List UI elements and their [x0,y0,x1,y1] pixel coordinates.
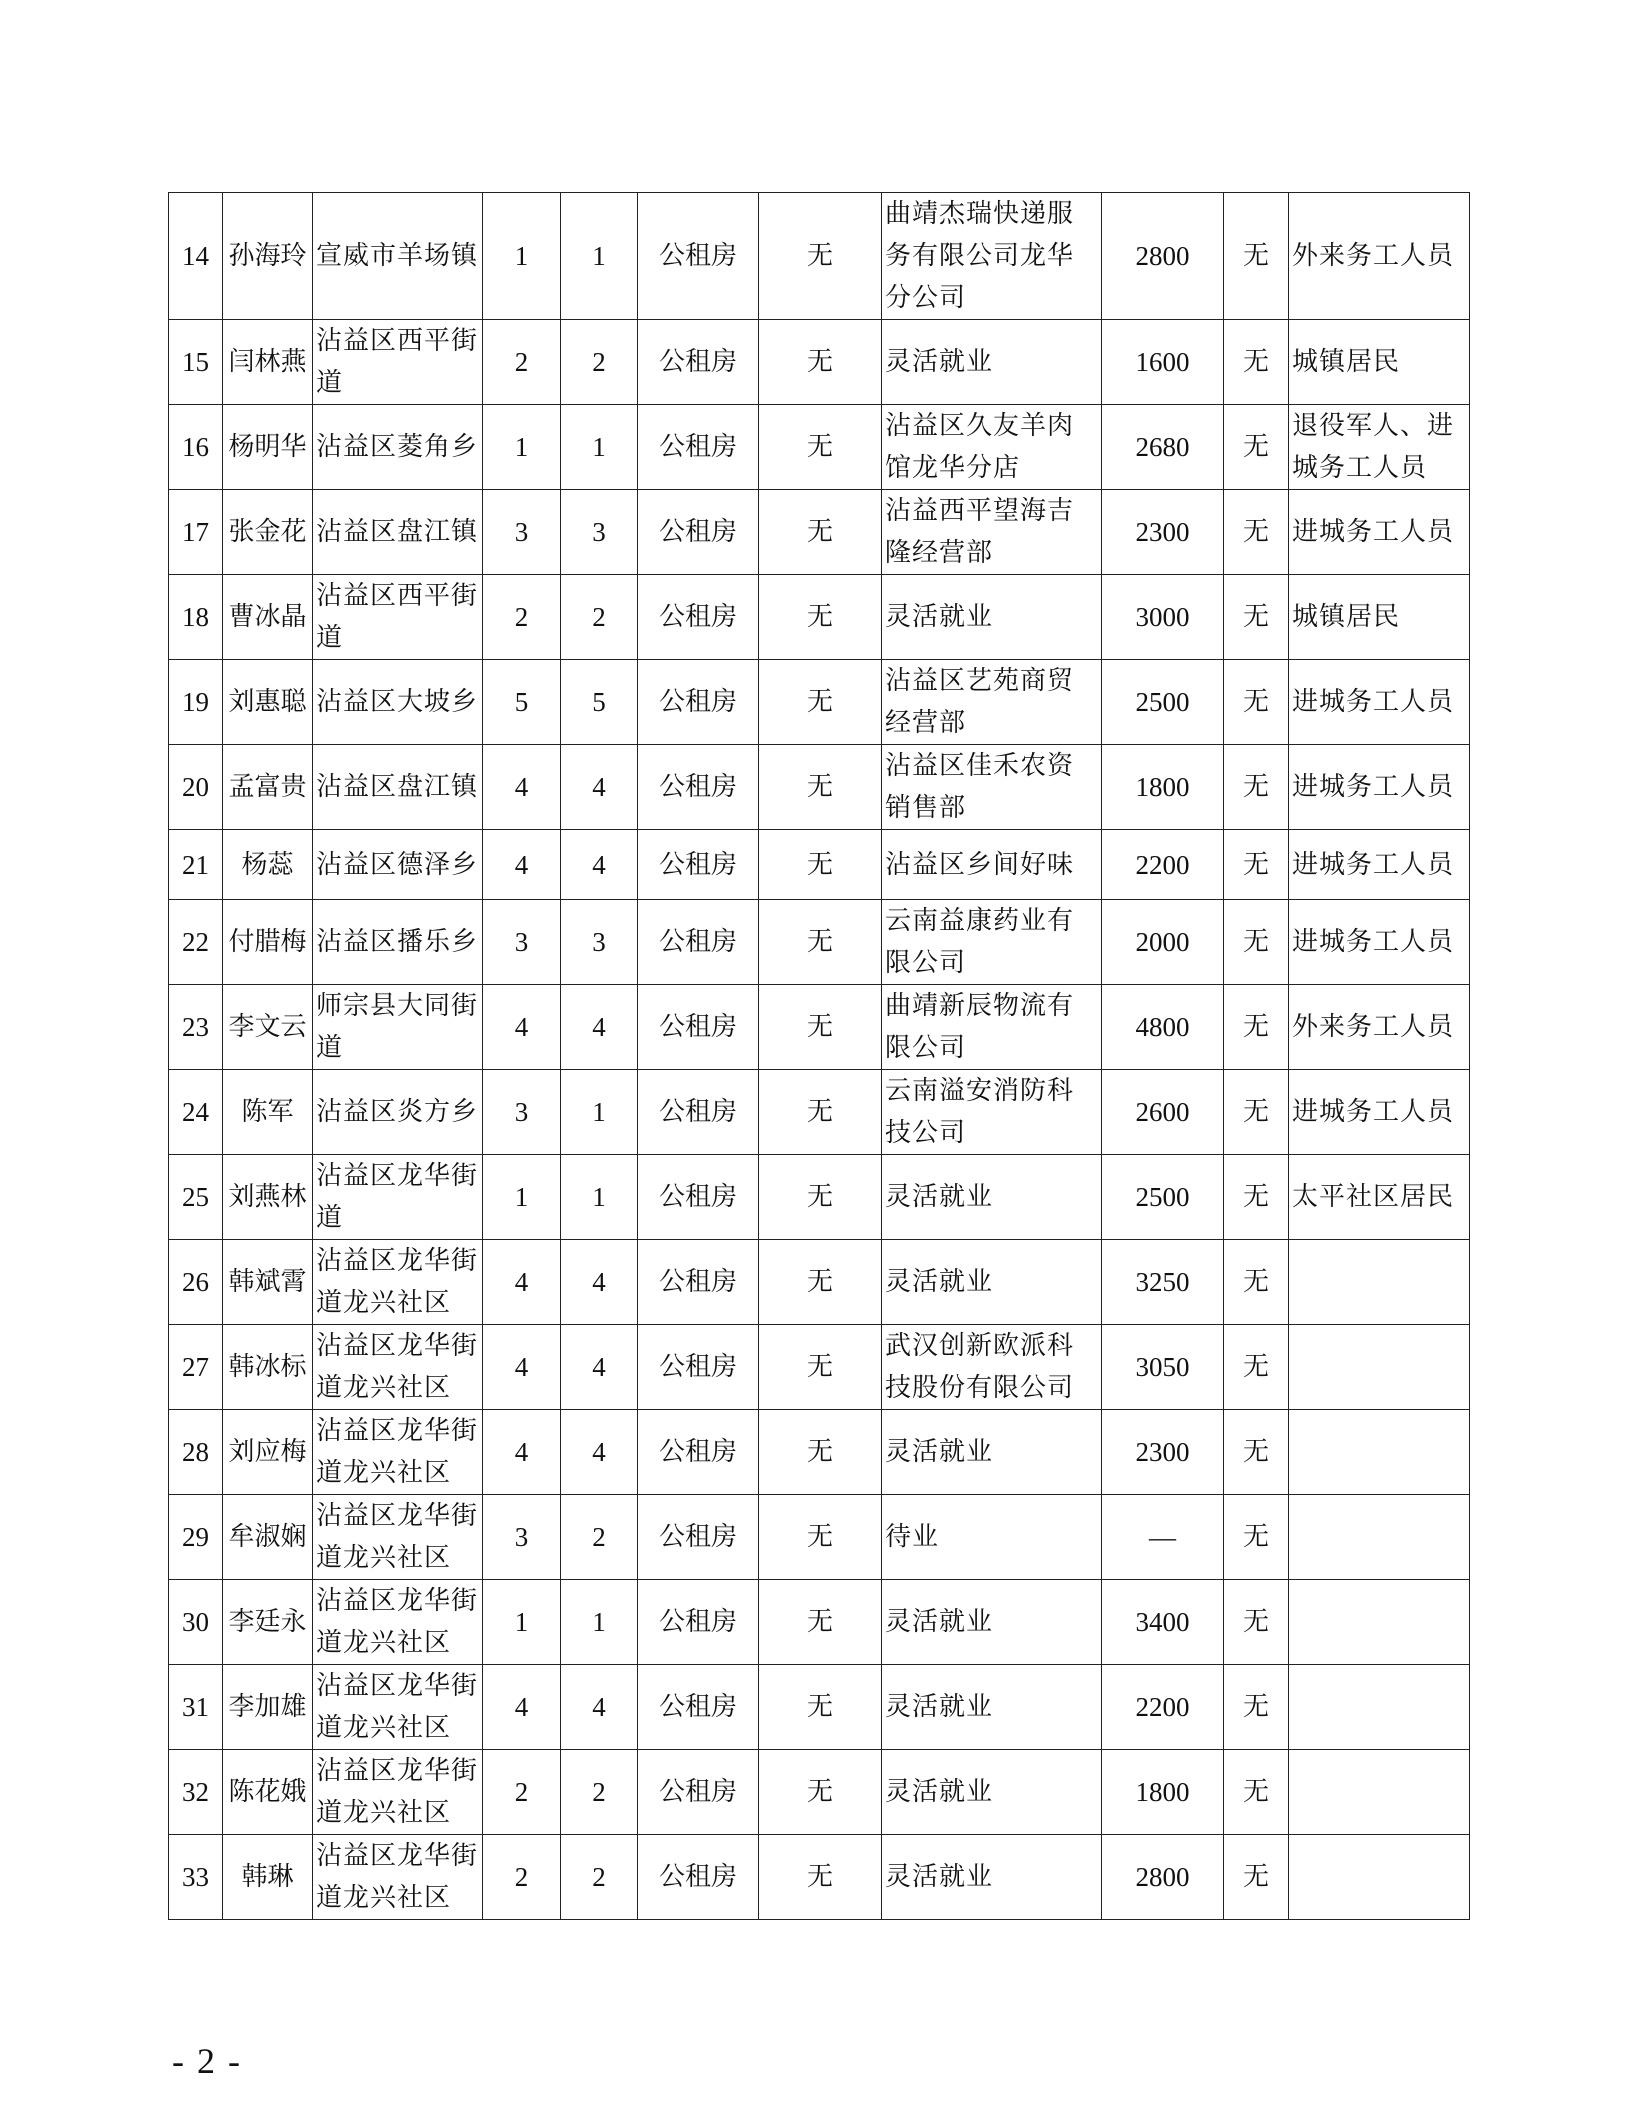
family-count-cell: 4 [561,985,638,1070]
family-count-cell: 2 [561,1835,638,1920]
category-cell [1289,1580,1470,1665]
row-number-cell: 15 [169,320,223,405]
category-cell [1289,1495,1470,1580]
housing-type-cell: 公租房 [638,1580,759,1665]
family-count-cell: 1 [561,405,638,490]
work-unit-cell: 沾益区久友羊肉馆龙华分店 [882,405,1102,490]
family-count-cell: 1 [561,193,638,320]
housing-type-cell: 公租房 [638,900,759,985]
property-cell: 无 [759,575,882,660]
category-cell: 进城务工人员 [1289,745,1470,830]
category-cell [1289,1325,1470,1410]
name-cell: 李加雄 [223,1665,313,1750]
family-count-cell: 2 [561,320,638,405]
income-cell: 2800 [1102,1835,1224,1920]
address-cell: 沾益区西平街道 [313,320,483,405]
household-size-cell: 4 [483,1665,561,1750]
address-cell: 沾益区大坡乡 [313,660,483,745]
name-cell: 杨明华 [223,405,313,490]
vehicle-cell: 无 [1224,1325,1289,1410]
work-unit-cell: 武汉创新欧派科技股份有限公司 [882,1325,1102,1410]
category-cell [1289,1665,1470,1750]
work-unit-cell: 云南溢安消防科技公司 [882,1070,1102,1155]
work-unit-cell: 沾益区佳禾农资销售部 [882,745,1102,830]
work-unit-cell: 待业 [882,1495,1102,1580]
table-row [169,193,1470,320]
family-count-cell: 2 [561,575,638,660]
name-cell: 陈军 [223,1070,313,1155]
vehicle-cell: 无 [1224,1070,1289,1155]
family-count-cell: 3 [561,490,638,575]
family-count-cell: 2 [561,1750,638,1835]
row-number-cell: 28 [169,1410,223,1495]
vehicle-cell: 无 [1224,830,1289,900]
housing-type-cell: 公租房 [638,1240,759,1325]
applicant-table [168,192,1470,1920]
income-cell: 2500 [1102,1155,1224,1240]
family-count-cell: 4 [561,1240,638,1325]
vehicle-cell: 无 [1224,405,1289,490]
vehicle-cell: 无 [1224,1240,1289,1325]
housing-type-cell: 公租房 [638,1070,759,1155]
family-count-cell: 1 [561,1070,638,1155]
category-cell: 进城务工人员 [1289,660,1470,745]
household-size-cell: 5 [483,660,561,745]
income-cell: 3400 [1102,1580,1224,1665]
property-cell: 无 [759,900,882,985]
table-row [169,830,1470,900]
property-cell: 无 [759,985,882,1070]
household-size-cell: 3 [483,490,561,575]
table-row [169,1240,1470,1325]
name-cell: 曹冰晶 [223,575,313,660]
table-row [169,1580,1470,1665]
row-number-cell: 14 [169,193,223,320]
row-number-cell: 31 [169,1665,223,1750]
income-cell: 2500 [1102,660,1224,745]
housing-type-cell: 公租房 [638,1325,759,1410]
vehicle-cell: 无 [1224,193,1289,320]
work-unit-cell: 灵活就业 [882,575,1102,660]
category-cell: 进城务工人员 [1289,900,1470,985]
housing-type-cell: 公租房 [638,490,759,575]
row-number-cell: 30 [169,1580,223,1665]
property-cell: 无 [759,1410,882,1495]
property-cell: 无 [759,1495,882,1580]
family-count-cell: 5 [561,660,638,745]
address-cell: 沾益区盘江镇 [313,745,483,830]
household-size-cell: 3 [483,1495,561,1580]
vehicle-cell: 无 [1224,745,1289,830]
work-unit-cell: 灵活就业 [882,1835,1102,1920]
row-number-cell: 26 [169,1240,223,1325]
work-unit-cell: 云南益康药业有限公司 [882,900,1102,985]
name-cell: 陈花娥 [223,1750,313,1835]
name-cell: 刘应梅 [223,1410,313,1495]
row-number-cell: 33 [169,1835,223,1920]
household-size-cell: 1 [483,405,561,490]
category-cell [1289,1835,1470,1920]
household-size-cell: 3 [483,1070,561,1155]
housing-type-cell: 公租房 [638,1495,759,1580]
family-count-cell: 4 [561,830,638,900]
housing-type-cell: 公租房 [638,745,759,830]
property-cell: 无 [759,193,882,320]
row-number-cell: 24 [169,1070,223,1155]
vehicle-cell: 无 [1224,1580,1289,1665]
property-cell: 无 [759,1325,882,1410]
work-unit-cell: 灵活就业 [882,1410,1102,1495]
table-row [169,1750,1470,1835]
income-cell: 2300 [1102,490,1224,575]
address-cell: 沾益区龙华街道龙兴社区 [313,1580,483,1665]
address-cell: 沾益区龙华街道龙兴社区 [313,1495,483,1580]
income-cell: 2680 [1102,405,1224,490]
name-cell: 杨蕊 [223,830,313,900]
property-cell: 无 [759,490,882,575]
name-cell: 付腊梅 [223,900,313,985]
vehicle-cell: 无 [1224,1155,1289,1240]
work-unit-cell: 灵活就业 [882,1240,1102,1325]
property-cell: 无 [759,1580,882,1665]
address-cell: 沾益区龙华街道龙兴社区 [313,1240,483,1325]
housing-type-cell: 公租房 [638,320,759,405]
housing-type-cell: 公租房 [638,1665,759,1750]
category-cell: 外来务工人员 [1289,985,1470,1070]
property-cell: 无 [759,660,882,745]
income-cell: 2200 [1102,830,1224,900]
address-cell: 师宗县大同街道 [313,985,483,1070]
vehicle-cell: 无 [1224,490,1289,575]
vehicle-cell: 无 [1224,1410,1289,1495]
address-cell: 沾益区播乐乡 [313,900,483,985]
table-row [169,660,1470,745]
work-unit-cell: 曲靖新辰物流有限公司 [882,985,1102,1070]
family-count-cell: 1 [561,1155,638,1240]
household-size-cell: 3 [483,900,561,985]
row-number-cell: 27 [169,1325,223,1410]
table-row [169,1325,1470,1410]
housing-type-cell: 公租房 [638,193,759,320]
household-size-cell: 4 [483,1240,561,1325]
name-cell: 刘燕林 [223,1155,313,1240]
housing-type-cell: 公租房 [638,575,759,660]
address-cell: 沾益区德泽乡 [313,830,483,900]
row-number-cell: 23 [169,985,223,1070]
name-cell: 刘惠聪 [223,660,313,745]
family-count-cell: 2 [561,1495,638,1580]
table-row [169,745,1470,830]
name-cell: 李文云 [223,985,313,1070]
work-unit-cell: 沾益区艺苑商贸经营部 [882,660,1102,745]
vehicle-cell: 无 [1224,900,1289,985]
household-size-cell: 1 [483,193,561,320]
name-cell: 张金花 [223,490,313,575]
household-size-cell: 2 [483,575,561,660]
name-cell: 孟富贵 [223,745,313,830]
income-cell: 3250 [1102,1240,1224,1325]
table-row [169,575,1470,660]
category-cell: 太平社区居民 [1289,1155,1470,1240]
housing-type-cell: 公租房 [638,830,759,900]
category-cell: 外来务工人员 [1289,193,1470,320]
name-cell: 闫林燕 [223,320,313,405]
address-cell: 沾益区龙华街道龙兴社区 [313,1665,483,1750]
name-cell: 韩冰标 [223,1325,313,1410]
household-size-cell: 2 [483,1750,561,1835]
property-cell: 无 [759,745,882,830]
household-size-cell: 4 [483,1325,561,1410]
income-cell: 3000 [1102,575,1224,660]
work-unit-cell: 灵活就业 [882,1665,1102,1750]
category-cell: 退役军人、进城务工人员 [1289,405,1470,490]
table-row [169,1495,1470,1580]
income-cell: 2300 [1102,1410,1224,1495]
work-unit-cell: 灵活就业 [882,1580,1102,1665]
household-size-cell: 1 [483,1155,561,1240]
table-row [169,1155,1470,1240]
housing-type-cell: 公租房 [638,1750,759,1835]
family-count-cell: 3 [561,900,638,985]
property-cell: 无 [759,1665,882,1750]
work-unit-cell: 曲靖杰瑞快递服务有限公司龙华分公司 [882,193,1102,320]
row-number-cell: 21 [169,830,223,900]
income-cell: 3050 [1102,1325,1224,1410]
income-cell: 4800 [1102,985,1224,1070]
table-row [169,900,1470,985]
household-size-cell: 4 [483,830,561,900]
table-row [169,320,1470,405]
housing-type-cell: 公租房 [638,1835,759,1920]
income-cell: 1800 [1102,1750,1224,1835]
name-cell: 孙海玲 [223,193,313,320]
household-size-cell: 4 [483,745,561,830]
income-cell: 2200 [1102,1665,1224,1750]
name-cell: 李廷永 [223,1580,313,1665]
category-cell: 进城务工人员 [1289,1070,1470,1155]
address-cell: 沾益区龙华街道龙兴社区 [313,1835,483,1920]
address-cell: 沾益区炎方乡 [313,1070,483,1155]
name-cell: 牟淑娴 [223,1495,313,1580]
address-cell: 宣威市羊场镇 [313,193,483,320]
table-row [169,490,1470,575]
household-size-cell: 4 [483,1410,561,1495]
household-size-cell: 2 [483,1835,561,1920]
table-row [169,985,1470,1070]
row-number-cell: 19 [169,660,223,745]
vehicle-cell: 无 [1224,1835,1289,1920]
row-number-cell: 17 [169,490,223,575]
category-cell [1289,1750,1470,1835]
category-cell: 城镇居民 [1289,320,1470,405]
row-number-cell: 18 [169,575,223,660]
vehicle-cell: 无 [1224,985,1289,1070]
household-size-cell: 1 [483,1580,561,1665]
category-cell [1289,1240,1470,1325]
housing-type-cell: 公租房 [638,1155,759,1240]
row-number-cell: 20 [169,745,223,830]
family-count-cell: 4 [561,745,638,830]
property-cell: 无 [759,1070,882,1155]
table-row [169,1665,1470,1750]
household-size-cell: 2 [483,320,561,405]
name-cell: 韩斌霄 [223,1240,313,1325]
vehicle-cell: 无 [1224,660,1289,745]
property-cell: 无 [759,830,882,900]
table-row [169,1410,1470,1495]
category-cell: 进城务工人员 [1289,490,1470,575]
income-cell: 2600 [1102,1070,1224,1155]
vehicle-cell: 无 [1224,1665,1289,1750]
property-cell: 无 [759,1155,882,1240]
row-number-cell: 32 [169,1750,223,1835]
table-row [169,1070,1470,1155]
row-number-cell: 29 [169,1495,223,1580]
address-cell: 沾益区龙华街道龙兴社区 [313,1410,483,1495]
household-size-cell: 4 [483,985,561,1070]
housing-type-cell: 公租房 [638,985,759,1070]
table-row [169,1835,1470,1920]
table-row [169,405,1470,490]
work-unit-cell: 沾益区乡间好味 [882,830,1102,900]
vehicle-cell: 无 [1224,320,1289,405]
housing-type-cell: 公租房 [638,405,759,490]
family-count-cell: 1 [561,1580,638,1665]
work-unit-cell: 灵活就业 [882,320,1102,405]
housing-type-cell: 公租房 [638,660,759,745]
income-cell: 2800 [1102,193,1224,320]
work-unit-cell: 灵活就业 [882,1155,1102,1240]
income-cell: 1800 [1102,745,1224,830]
housing-type-cell: 公租房 [638,1410,759,1495]
income-cell: 1600 [1102,320,1224,405]
name-cell: 韩琳 [223,1835,313,1920]
income-cell: 2000 [1102,900,1224,985]
family-count-cell: 4 [561,1665,638,1750]
row-number-cell: 16 [169,405,223,490]
address-cell: 沾益区菱角乡 [313,405,483,490]
vehicle-cell: 无 [1224,1495,1289,1580]
table-body [169,193,1470,1920]
income-cell: — [1102,1495,1224,1580]
address-cell: 沾益区龙华街道 [313,1155,483,1240]
category-cell [1289,1410,1470,1495]
vehicle-cell: 无 [1224,575,1289,660]
vehicle-cell: 无 [1224,1750,1289,1835]
category-cell: 城镇居民 [1289,575,1470,660]
row-number-cell: 22 [169,900,223,985]
address-cell: 沾益区盘江镇 [313,490,483,575]
family-count-cell: 4 [561,1410,638,1495]
category-cell: 进城务工人员 [1289,830,1470,900]
family-count-cell: 4 [561,1325,638,1410]
property-cell: 无 [759,405,882,490]
property-cell: 无 [759,1240,882,1325]
work-unit-cell: 沾益西平望海吉隆经营部 [882,490,1102,575]
property-cell: 无 [759,1835,882,1920]
work-unit-cell: 灵活就业 [882,1750,1102,1835]
address-cell: 沾益区龙华街道龙兴社区 [313,1750,483,1835]
address-cell: 沾益区龙华街道龙兴社区 [313,1325,483,1410]
property-cell: 无 [759,320,882,405]
row-number-cell: 25 [169,1155,223,1240]
page-number: - 2 - [172,2041,242,2081]
property-cell: 无 [759,1750,882,1835]
address-cell: 沾益区西平街道 [313,575,483,660]
